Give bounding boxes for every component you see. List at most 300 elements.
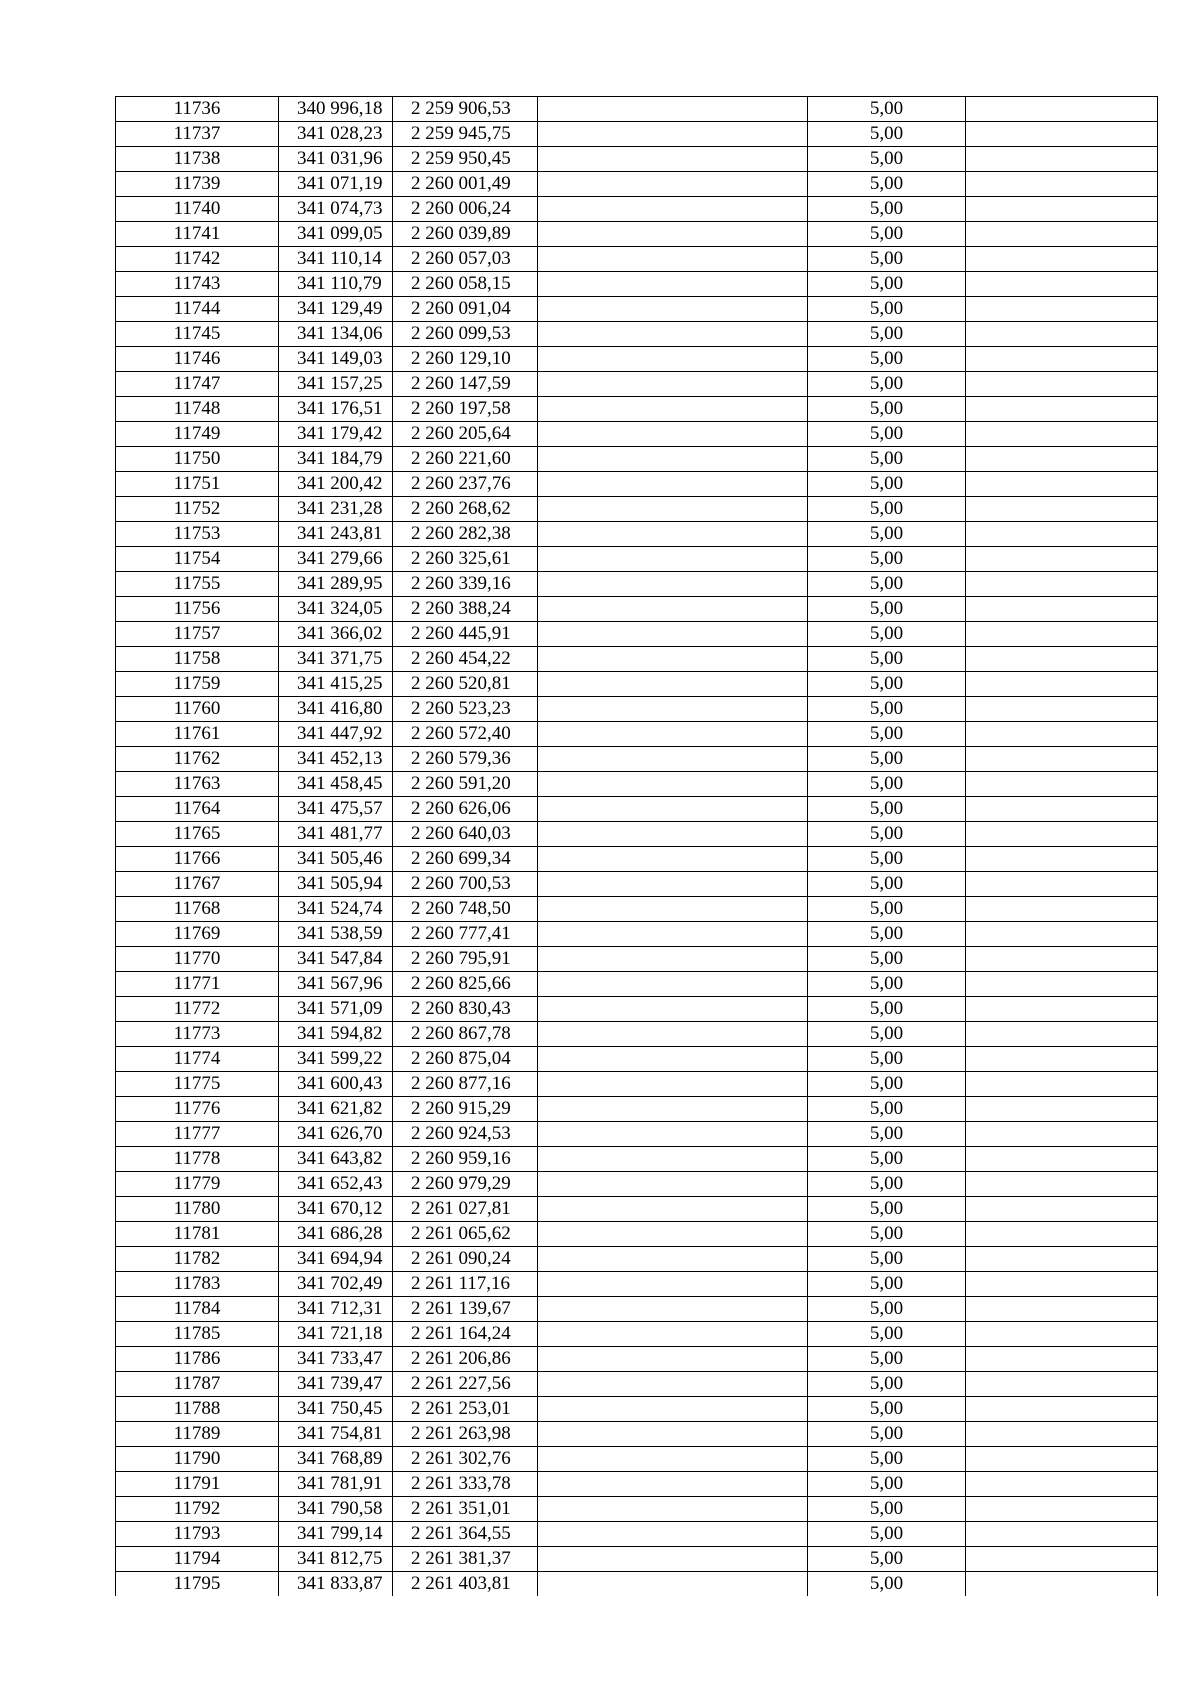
point-number-cell: 11746 (116, 347, 279, 372)
empty-cell (538, 1397, 808, 1422)
note-cell (966, 197, 1158, 222)
empty-cell (538, 622, 808, 647)
point-number-cell: 11736 (116, 97, 279, 122)
y-coordinate-cell: 2 260 268,62 (393, 497, 538, 522)
point-number-cell: 11785 (116, 1322, 279, 1347)
empty-cell (538, 197, 808, 222)
y-coordinate-cell: 2 259 950,45 (393, 147, 538, 172)
y-coordinate-cell: 2 260 795,91 (393, 947, 538, 972)
y-coordinate-cell: 2 260 748,50 (393, 897, 538, 922)
table-row (116, 97, 1158, 122)
accuracy-cell: 5,00 (808, 1572, 966, 1597)
y-coordinate-cell: 2 260 915,29 (393, 1097, 538, 1122)
point-number-cell: 11751 (116, 472, 279, 497)
note-cell (966, 372, 1158, 397)
x-coordinate-cell: 341 733,47 (279, 1347, 393, 1372)
table-row (116, 722, 1158, 747)
x-coordinate-cell: 341 243,81 (279, 522, 393, 547)
y-coordinate-cell: 2 260 700,53 (393, 872, 538, 897)
point-number-cell: 11778 (116, 1147, 279, 1172)
table-row (116, 922, 1158, 947)
point-number-cell: 11773 (116, 1022, 279, 1047)
accuracy-cell: 5,00 (808, 1322, 966, 1347)
table-row (116, 347, 1158, 372)
accuracy-cell: 5,00 (808, 747, 966, 772)
y-coordinate-cell: 2 260 572,40 (393, 722, 538, 747)
accuracy-cell: 5,00 (808, 1072, 966, 1097)
empty-cell (538, 797, 808, 822)
note-cell (966, 1247, 1158, 1272)
empty-cell (538, 1422, 808, 1447)
empty-cell (538, 397, 808, 422)
accuracy-cell: 5,00 (808, 222, 966, 247)
y-coordinate-cell: 2 260 205,64 (393, 422, 538, 447)
accuracy-cell: 5,00 (808, 872, 966, 897)
point-number-cell: 11753 (116, 522, 279, 547)
y-coordinate-cell: 2 260 221,60 (393, 447, 538, 472)
x-coordinate-cell: 341 652,43 (279, 1172, 393, 1197)
table-row (116, 672, 1158, 697)
x-coordinate-cell: 341 157,25 (279, 372, 393, 397)
accuracy-cell: 5,00 (808, 697, 966, 722)
point-number-cell: 11759 (116, 672, 279, 697)
table-row (116, 1547, 1158, 1572)
note-cell (966, 1322, 1158, 1347)
accuracy-cell: 5,00 (808, 1147, 966, 1172)
y-coordinate-cell: 2 260 454,22 (393, 647, 538, 672)
accuracy-cell: 5,00 (808, 472, 966, 497)
x-coordinate-cell: 341 324,05 (279, 597, 393, 622)
y-coordinate-cell: 2 261 065,62 (393, 1222, 538, 1247)
accuracy-cell: 5,00 (808, 272, 966, 297)
y-coordinate-cell: 2 260 001,49 (393, 172, 538, 197)
point-number-cell: 11740 (116, 197, 279, 222)
empty-cell (538, 97, 808, 122)
x-coordinate-cell: 341 071,19 (279, 172, 393, 197)
point-number-cell: 11766 (116, 847, 279, 872)
x-coordinate-cell: 341 200,42 (279, 472, 393, 497)
point-number-cell: 11761 (116, 722, 279, 747)
point-number-cell: 11789 (116, 1422, 279, 1447)
point-number-cell: 11771 (116, 972, 279, 997)
y-coordinate-cell: 2 261 403,81 (393, 1572, 538, 1597)
y-coordinate-cell: 2 259 945,75 (393, 122, 538, 147)
note-cell (966, 897, 1158, 922)
note-cell (966, 797, 1158, 822)
point-number-cell: 11763 (116, 772, 279, 797)
note-cell (966, 1097, 1158, 1122)
accuracy-cell: 5,00 (808, 122, 966, 147)
empty-cell (538, 697, 808, 722)
x-coordinate-cell: 341 028,23 (279, 122, 393, 147)
x-coordinate-cell: 341 812,75 (279, 1547, 393, 1572)
x-coordinate-cell: 341 739,47 (279, 1372, 393, 1397)
note-cell (966, 572, 1158, 597)
note-cell (966, 597, 1158, 622)
accuracy-cell: 5,00 (808, 1422, 966, 1447)
empty-cell (538, 222, 808, 247)
accuracy-cell: 5,00 (808, 622, 966, 647)
empty-cell (538, 947, 808, 972)
point-number-cell: 11738 (116, 147, 279, 172)
empty-cell (538, 1547, 808, 1572)
point-number-cell: 11739 (116, 172, 279, 197)
x-coordinate-cell: 341 571,09 (279, 997, 393, 1022)
x-coordinate-cell: 341 538,59 (279, 922, 393, 947)
accuracy-cell: 5,00 (808, 597, 966, 622)
x-coordinate-cell: 341 643,82 (279, 1147, 393, 1172)
accuracy-cell: 5,00 (808, 822, 966, 847)
x-coordinate-cell: 341 790,58 (279, 1497, 393, 1522)
note-cell (966, 547, 1158, 572)
note-cell (966, 272, 1158, 297)
table-row (116, 122, 1158, 147)
empty-cell (538, 247, 808, 272)
accuracy-cell: 5,00 (808, 772, 966, 797)
note-cell (966, 497, 1158, 522)
table-body (116, 97, 1158, 1597)
x-coordinate-cell: 341 129,49 (279, 297, 393, 322)
empty-cell (538, 1297, 808, 1322)
empty-cell (538, 647, 808, 672)
y-coordinate-cell: 2 260 959,16 (393, 1147, 538, 1172)
empty-cell (538, 1572, 808, 1597)
point-number-cell: 11780 (116, 1197, 279, 1222)
point-number-cell: 11784 (116, 1297, 279, 1322)
note-cell (966, 822, 1158, 847)
point-number-cell: 11767 (116, 872, 279, 897)
point-number-cell: 11776 (116, 1097, 279, 1122)
x-coordinate-cell: 341 149,03 (279, 347, 393, 372)
x-coordinate-cell: 341 099,05 (279, 222, 393, 247)
table-row (116, 997, 1158, 1022)
y-coordinate-cell: 2 260 830,43 (393, 997, 538, 1022)
empty-cell (538, 1347, 808, 1372)
empty-cell (538, 1447, 808, 1472)
note-cell (966, 397, 1158, 422)
note-cell (966, 1172, 1158, 1197)
note-cell (966, 122, 1158, 147)
empty-cell (538, 422, 808, 447)
note-cell (966, 1297, 1158, 1322)
point-number-cell: 11795 (116, 1572, 279, 1597)
accuracy-cell: 5,00 (808, 1272, 966, 1297)
y-coordinate-cell: 2 260 057,03 (393, 247, 538, 272)
y-coordinate-cell: 2 260 579,36 (393, 747, 538, 772)
y-coordinate-cell: 2 261 090,24 (393, 1247, 538, 1272)
accuracy-cell: 5,00 (808, 1347, 966, 1372)
x-coordinate-cell: 341 371,75 (279, 647, 393, 672)
empty-cell (538, 1247, 808, 1272)
table-row (116, 1022, 1158, 1047)
accuracy-cell: 5,00 (808, 1247, 966, 1272)
note-cell (966, 1022, 1158, 1047)
table-row (116, 372, 1158, 397)
y-coordinate-cell: 2 261 117,16 (393, 1272, 538, 1297)
y-coordinate-cell: 2 260 237,76 (393, 472, 538, 497)
table-row (116, 1222, 1158, 1247)
note-cell (966, 722, 1158, 747)
accuracy-cell: 5,00 (808, 572, 966, 597)
empty-cell (538, 1172, 808, 1197)
empty-cell (538, 897, 808, 922)
note-cell (966, 622, 1158, 647)
x-coordinate-cell: 341 134,06 (279, 322, 393, 347)
table-row (116, 322, 1158, 347)
note-cell (966, 647, 1158, 672)
empty-cell (538, 1497, 808, 1522)
table-row (116, 397, 1158, 422)
note-cell (966, 1222, 1158, 1247)
table-row (116, 872, 1158, 897)
y-coordinate-cell: 2 260 197,58 (393, 397, 538, 422)
empty-cell (538, 1472, 808, 1497)
point-number-cell: 11772 (116, 997, 279, 1022)
x-coordinate-cell: 341 458,45 (279, 772, 393, 797)
accuracy-cell: 5,00 (808, 722, 966, 747)
empty-cell (538, 272, 808, 297)
table-row (116, 247, 1158, 272)
empty-cell (538, 822, 808, 847)
point-number-cell: 11779 (116, 1172, 279, 1197)
x-coordinate-cell: 341 799,14 (279, 1522, 393, 1547)
note-cell (966, 847, 1158, 872)
accuracy-cell: 5,00 (808, 372, 966, 397)
point-number-cell: 11762 (116, 747, 279, 772)
point-number-cell: 11742 (116, 247, 279, 272)
x-coordinate-cell: 341 750,45 (279, 1397, 393, 1422)
note-cell (966, 347, 1158, 372)
point-number-cell: 11782 (116, 1247, 279, 1272)
note-cell (966, 772, 1158, 797)
note-cell (966, 1372, 1158, 1397)
y-coordinate-cell: 2 261 302,76 (393, 1447, 538, 1472)
accuracy-cell: 5,00 (808, 322, 966, 347)
x-coordinate-cell: 341 524,74 (279, 897, 393, 922)
y-coordinate-cell: 2 260 282,38 (393, 522, 538, 547)
note-cell (966, 1047, 1158, 1072)
point-number-cell: 11758 (116, 647, 279, 672)
accuracy-cell: 5,00 (808, 922, 966, 947)
y-coordinate-cell: 2 259 906,53 (393, 97, 538, 122)
y-coordinate-cell: 2 260 626,06 (393, 797, 538, 822)
x-coordinate-cell: 341 031,96 (279, 147, 393, 172)
table-row (116, 197, 1158, 222)
note-cell (966, 872, 1158, 897)
empty-cell (538, 1322, 808, 1347)
accuracy-cell: 5,00 (808, 647, 966, 672)
x-coordinate-cell: 341 712,31 (279, 1297, 393, 1322)
accuracy-cell: 5,00 (808, 297, 966, 322)
note-cell (966, 1122, 1158, 1147)
y-coordinate-cell: 2 261 381,37 (393, 1547, 538, 1572)
x-coordinate-cell: 341 366,02 (279, 622, 393, 647)
x-coordinate-cell: 341 231,28 (279, 497, 393, 522)
note-cell (966, 97, 1158, 122)
table-row (116, 497, 1158, 522)
empty-cell (538, 1372, 808, 1397)
accuracy-cell: 5,00 (808, 522, 966, 547)
y-coordinate-cell: 2 260 523,23 (393, 697, 538, 722)
point-number-cell: 11748 (116, 397, 279, 422)
table-row (116, 747, 1158, 772)
accuracy-cell: 5,00 (808, 247, 966, 272)
y-coordinate-cell: 2 260 591,20 (393, 772, 538, 797)
point-number-cell: 11793 (116, 1522, 279, 1547)
y-coordinate-cell: 2 261 333,78 (393, 1472, 538, 1497)
y-coordinate-cell: 2 260 640,03 (393, 822, 538, 847)
empty-cell (538, 172, 808, 197)
note-cell (966, 997, 1158, 1022)
x-coordinate-cell: 341 721,18 (279, 1322, 393, 1347)
empty-cell (538, 597, 808, 622)
x-coordinate-cell: 341 110,14 (279, 247, 393, 272)
y-coordinate-cell: 2 260 520,81 (393, 672, 538, 697)
point-number-cell: 11770 (116, 947, 279, 972)
coordinates-table (115, 96, 1158, 1596)
empty-cell (538, 1022, 808, 1047)
empty-cell (538, 1122, 808, 1147)
accuracy-cell: 5,00 (808, 497, 966, 522)
table-row (116, 422, 1158, 447)
table-row (116, 597, 1158, 622)
accuracy-cell: 5,00 (808, 1022, 966, 1047)
point-number-cell: 11765 (116, 822, 279, 847)
point-number-cell: 11750 (116, 447, 279, 472)
point-number-cell: 11749 (116, 422, 279, 447)
table-row (116, 972, 1158, 997)
note-cell (966, 222, 1158, 247)
table-row (116, 1272, 1158, 1297)
accuracy-cell: 5,00 (808, 1047, 966, 1072)
x-coordinate-cell: 341 600,43 (279, 1072, 393, 1097)
table-row (116, 1397, 1158, 1422)
empty-cell (538, 1047, 808, 1072)
y-coordinate-cell: 2 260 039,89 (393, 222, 538, 247)
table-row (116, 272, 1158, 297)
empty-cell (538, 122, 808, 147)
accuracy-cell: 5,00 (808, 1197, 966, 1222)
y-coordinate-cell: 2 260 877,16 (393, 1072, 538, 1097)
note-cell (966, 1072, 1158, 1097)
note-cell (966, 697, 1158, 722)
empty-cell (538, 1097, 808, 1122)
y-coordinate-cell: 2 260 325,61 (393, 547, 538, 572)
table-row (116, 472, 1158, 497)
y-coordinate-cell: 2 261 206,86 (393, 1347, 538, 1372)
empty-cell (538, 372, 808, 397)
table-row (116, 1047, 1158, 1072)
note-cell (966, 1272, 1158, 1297)
empty-cell (538, 1272, 808, 1297)
accuracy-cell: 5,00 (808, 1122, 966, 1147)
note-cell (966, 447, 1158, 472)
empty-cell (538, 522, 808, 547)
note-cell (966, 1347, 1158, 1372)
point-number-cell: 11747 (116, 372, 279, 397)
y-coordinate-cell: 2 260 388,24 (393, 597, 538, 622)
empty-cell (538, 997, 808, 1022)
empty-cell (538, 672, 808, 697)
accuracy-cell: 5,00 (808, 897, 966, 922)
note-cell (966, 472, 1158, 497)
point-number-cell: 11743 (116, 272, 279, 297)
y-coordinate-cell: 2 260 091,04 (393, 297, 538, 322)
point-number-cell: 11769 (116, 922, 279, 947)
x-coordinate-cell: 341 833,87 (279, 1572, 393, 1597)
x-coordinate-cell: 341 694,94 (279, 1247, 393, 1272)
x-coordinate-cell: 341 416,80 (279, 697, 393, 722)
empty-cell (538, 1147, 808, 1172)
table-row (116, 1322, 1158, 1347)
x-coordinate-cell: 341 505,46 (279, 847, 393, 872)
x-coordinate-cell: 341 074,73 (279, 197, 393, 222)
table-row (116, 622, 1158, 647)
y-coordinate-cell: 2 261 263,98 (393, 1422, 538, 1447)
accuracy-cell: 5,00 (808, 97, 966, 122)
empty-cell (538, 922, 808, 947)
point-number-cell: 11760 (116, 697, 279, 722)
accuracy-cell: 5,00 (808, 422, 966, 447)
x-coordinate-cell: 341 481,77 (279, 822, 393, 847)
accuracy-cell: 5,00 (808, 1297, 966, 1322)
point-number-cell: 11790 (116, 1447, 279, 1472)
y-coordinate-cell: 2 261 364,55 (393, 1522, 538, 1547)
table-row (116, 1297, 1158, 1322)
table-row (116, 1197, 1158, 1222)
x-coordinate-cell: 341 505,94 (279, 872, 393, 897)
x-coordinate-cell: 341 567,96 (279, 972, 393, 997)
note-cell (966, 172, 1158, 197)
y-coordinate-cell: 2 261 253,01 (393, 1397, 538, 1422)
table-row (116, 1522, 1158, 1547)
table-row (116, 297, 1158, 322)
table-row (116, 1497, 1158, 1522)
table-row (116, 822, 1158, 847)
empty-cell (538, 1522, 808, 1547)
table-row (116, 772, 1158, 797)
x-coordinate-cell: 341 475,57 (279, 797, 393, 822)
table-row (116, 1372, 1158, 1397)
x-coordinate-cell: 340 996,18 (279, 97, 393, 122)
point-number-cell: 11764 (116, 797, 279, 822)
point-number-cell: 11775 (116, 1072, 279, 1097)
accuracy-cell: 5,00 (808, 1547, 966, 1572)
empty-cell (538, 297, 808, 322)
y-coordinate-cell: 2 260 777,41 (393, 922, 538, 947)
empty-cell (538, 472, 808, 497)
accuracy-cell: 5,00 (808, 972, 966, 997)
empty-cell (538, 572, 808, 597)
y-coordinate-cell: 2 260 979,29 (393, 1172, 538, 1197)
table-row (116, 697, 1158, 722)
accuracy-cell: 5,00 (808, 147, 966, 172)
x-coordinate-cell: 341 768,89 (279, 1447, 393, 1472)
table-row (116, 1122, 1158, 1147)
table-row (116, 1072, 1158, 1097)
empty-cell (538, 347, 808, 372)
point-number-cell: 11777 (116, 1122, 279, 1147)
note-cell (966, 522, 1158, 547)
accuracy-cell: 5,00 (808, 1172, 966, 1197)
x-coordinate-cell: 341 781,91 (279, 1472, 393, 1497)
x-coordinate-cell: 341 626,70 (279, 1122, 393, 1147)
note-cell (966, 1472, 1158, 1497)
table-row (116, 1472, 1158, 1497)
point-number-cell: 11792 (116, 1497, 279, 1522)
x-coordinate-cell: 341 754,81 (279, 1422, 393, 1447)
table-row (116, 847, 1158, 872)
